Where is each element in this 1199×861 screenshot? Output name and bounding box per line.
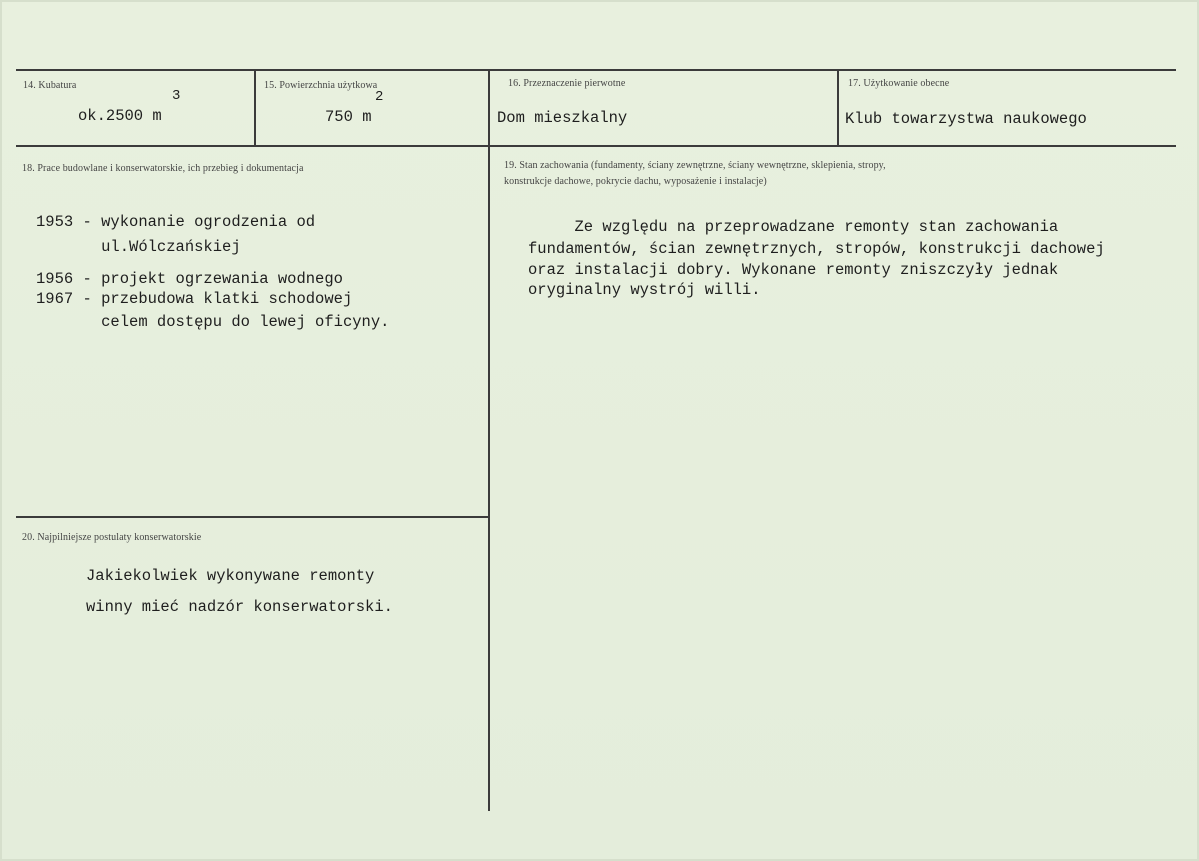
field-15-label: 15. Powierzchnia użytkowa [264, 80, 378, 91]
prace-line-5: celem dostępu do lewej oficyny. [36, 313, 390, 331]
field-17-label: 17. Użytkowanie obecne [848, 78, 950, 89]
stan-line-2: fundamentów, ścian zewnętrznych, stropów, konstrukcji dachowej [528, 240, 1105, 258]
field-17-value: Klub towarzystwa naukowego [845, 110, 1087, 128]
top-rule [16, 69, 1176, 71]
postulaty-line-1: Jakiekolwiek wykonywane remonty [86, 567, 375, 585]
field-14-label: 14. Kubatura [23, 80, 77, 91]
stan-line-3: oraz instalacji dobry. Wykonane remonty zniszczyły jednak [528, 261, 1059, 279]
prace-line-4: 1967 - przebudowa klatki schodowej [36, 290, 353, 308]
field-15-superscript: 2 [375, 89, 384, 105]
prace-line-1: 1953 - wykonanie ogrodzenia od [36, 213, 316, 231]
prace-line-2: ul.Wólczańskiej [36, 238, 241, 256]
divider-14-15 [254, 69, 256, 147]
left-section-divider [16, 516, 488, 518]
postulaty-line-2: winny mieć nadzór konserwatorski. [86, 598, 393, 616]
main-vertical-divider [488, 69, 490, 811]
field-20-label: 20. Najpilniejsze postulaty konserwatorskie [22, 532, 202, 543]
field-14-superscript: 3 [172, 88, 181, 104]
stan-line-4: oryginalny wystrój willi. [528, 281, 761, 299]
field-16-value: Dom mieszkalny [497, 109, 628, 127]
field-19-label-line-2: konstrukcje dachowe, pokrycie dachu, wyposażenie i instalacje) [504, 176, 767, 187]
field-19-label-line-1: 19. Stan zachowania (fundamenty, ściany zewnętrzne, ściany wewnętrzne, sklepienia, stropy, [504, 160, 886, 171]
field-15-value: 750 m [325, 108, 372, 126]
field-16-label: 16. Przeznaczenie pierwotne [508, 78, 626, 89]
field-18-label: 18. Prace budowlane i konserwatorskie, ich przebieg i dokumentacja [22, 163, 304, 174]
header-bottom-rule [16, 145, 1176, 147]
stan-line-1: Ze względu na przeprowadzane remonty stan zachowania [528, 218, 1059, 236]
field-14-value: ok.2500 m [78, 107, 162, 125]
prace-line-3: 1956 - projekt ogrzewania wodnego [36, 270, 343, 288]
divider-16-17 [837, 69, 839, 147]
